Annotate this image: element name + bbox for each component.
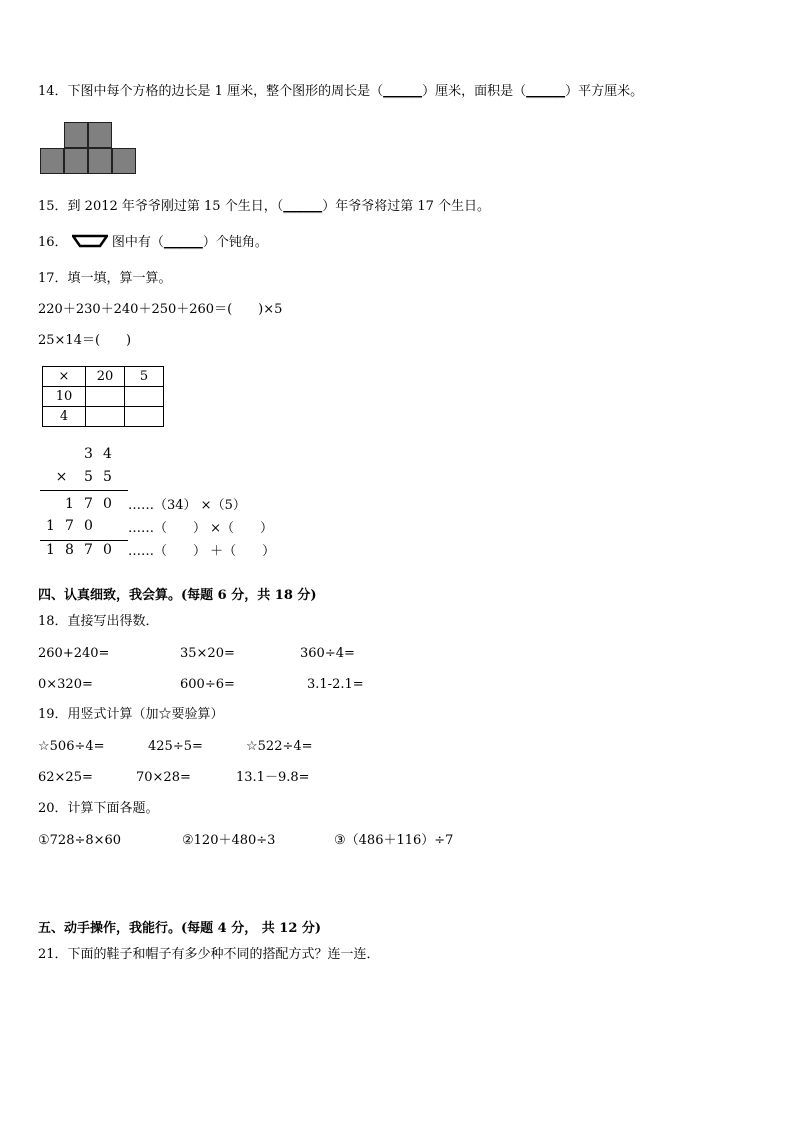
grid-row-label: 10 bbox=[43, 387, 86, 407]
grid-square bbox=[88, 122, 112, 148]
section-4-heading: 四、认真细致，我会算。(每题 6 分，共 18 分) bbox=[38, 588, 317, 603]
note-2: ……（ ） ×（ ） bbox=[128, 521, 274, 536]
grid-header-cell: × bbox=[43, 367, 86, 387]
multiplier: × 5 5 bbox=[55, 469, 112, 485]
grid-answer-cell[interactable] bbox=[125, 387, 164, 407]
grid-square bbox=[112, 148, 136, 174]
grid-square bbox=[64, 148, 88, 174]
q14-blank-area[interactable]: ______ bbox=[526, 84, 566, 99]
question-14: 14．下图中每个方格的边长是 1 厘米，整个图形的周长是（______）厘米，面积是（______）平方厘米。 bbox=[38, 84, 644, 99]
q18-item: 0×320= bbox=[38, 677, 93, 692]
partial-product-2: 1 7 0 bbox=[46, 518, 93, 534]
q20-item: ①728÷8×60 bbox=[38, 833, 122, 848]
note-3: ……（ ） ＋（ ） bbox=[128, 544, 276, 559]
partial-product-1: 1 7 0 bbox=[65, 496, 112, 512]
q18-item: 360÷4= bbox=[300, 646, 355, 661]
grid-answer-cell[interactable] bbox=[86, 407, 125, 427]
grid-header-cell: 5 bbox=[125, 367, 164, 387]
q17-sum-line: 220＋230＋240＋250＋260＝( )×5 bbox=[38, 302, 283, 317]
trapezoid-icon bbox=[72, 234, 108, 248]
grid-square bbox=[88, 148, 112, 174]
q19-item: ☆522÷4= bbox=[246, 739, 313, 754]
q19-item: 70×28= bbox=[136, 770, 191, 785]
q17-product-line: 25×14＝( ) bbox=[38, 333, 132, 348]
divider-line bbox=[40, 490, 128, 491]
q17-title: 17．填一填，算一算。 bbox=[38, 271, 172, 286]
q19-item: 425÷5= bbox=[148, 739, 203, 754]
question-15: 15．到 2012 年爷爷刚过第 15 个生日，（______）年爷爷将过第 17 个生日。 bbox=[38, 199, 491, 214]
q16-blank-count[interactable]: ______ bbox=[163, 235, 203, 250]
q19-item: 62×25= bbox=[38, 770, 93, 785]
q20-item: ②120＋480÷3 bbox=[182, 833, 276, 848]
q20-title: 20．计算下面各题。 bbox=[38, 801, 159, 816]
question-16: 16． 图中有（______）个钝角。 bbox=[38, 235, 268, 250]
q14-blank-perimeter[interactable]: ______ bbox=[383, 84, 423, 99]
grid-header-cell: 20 bbox=[86, 367, 125, 387]
note-1: ……（34） ×（5） bbox=[128, 498, 246, 513]
grid-square bbox=[40, 148, 64, 174]
grid-row-label: 4 bbox=[43, 407, 86, 427]
q19-item: 13.1－9.8= bbox=[236, 770, 310, 785]
grid-answer-cell[interactable] bbox=[125, 407, 164, 427]
q20-item: ③（486＋116）÷7 bbox=[334, 833, 454, 848]
q21-title: 21．下面的鞋子和帽子有多少种不同的搭配方式？连一连． bbox=[38, 947, 380, 962]
final-product: 1 8 7 0 bbox=[46, 542, 112, 558]
grid-square bbox=[64, 122, 88, 148]
multiplicand: 3 4 bbox=[84, 446, 112, 462]
q19-item: ☆506÷4= bbox=[38, 739, 105, 754]
q19-title: 19．用竖式计算（加☆要验算） bbox=[38, 707, 224, 722]
grid-answer-cell[interactable] bbox=[86, 387, 125, 407]
divider-line bbox=[40, 540, 128, 541]
q15-blank-year[interactable]: ______ bbox=[283, 199, 323, 214]
q18-title: 18．直接写出得数． bbox=[38, 614, 159, 629]
q18-item: 260+240= bbox=[38, 646, 110, 661]
q18-item: 3.1-2.1= bbox=[307, 677, 364, 692]
q18-item: 600÷6= bbox=[180, 677, 235, 692]
section-5-heading: 五、动手操作，我能行。(每题 4 分， 共 12 分) bbox=[38, 921, 322, 936]
multiplication-grid bbox=[42, 366, 164, 427]
q18-item: 35×20= bbox=[180, 646, 235, 661]
